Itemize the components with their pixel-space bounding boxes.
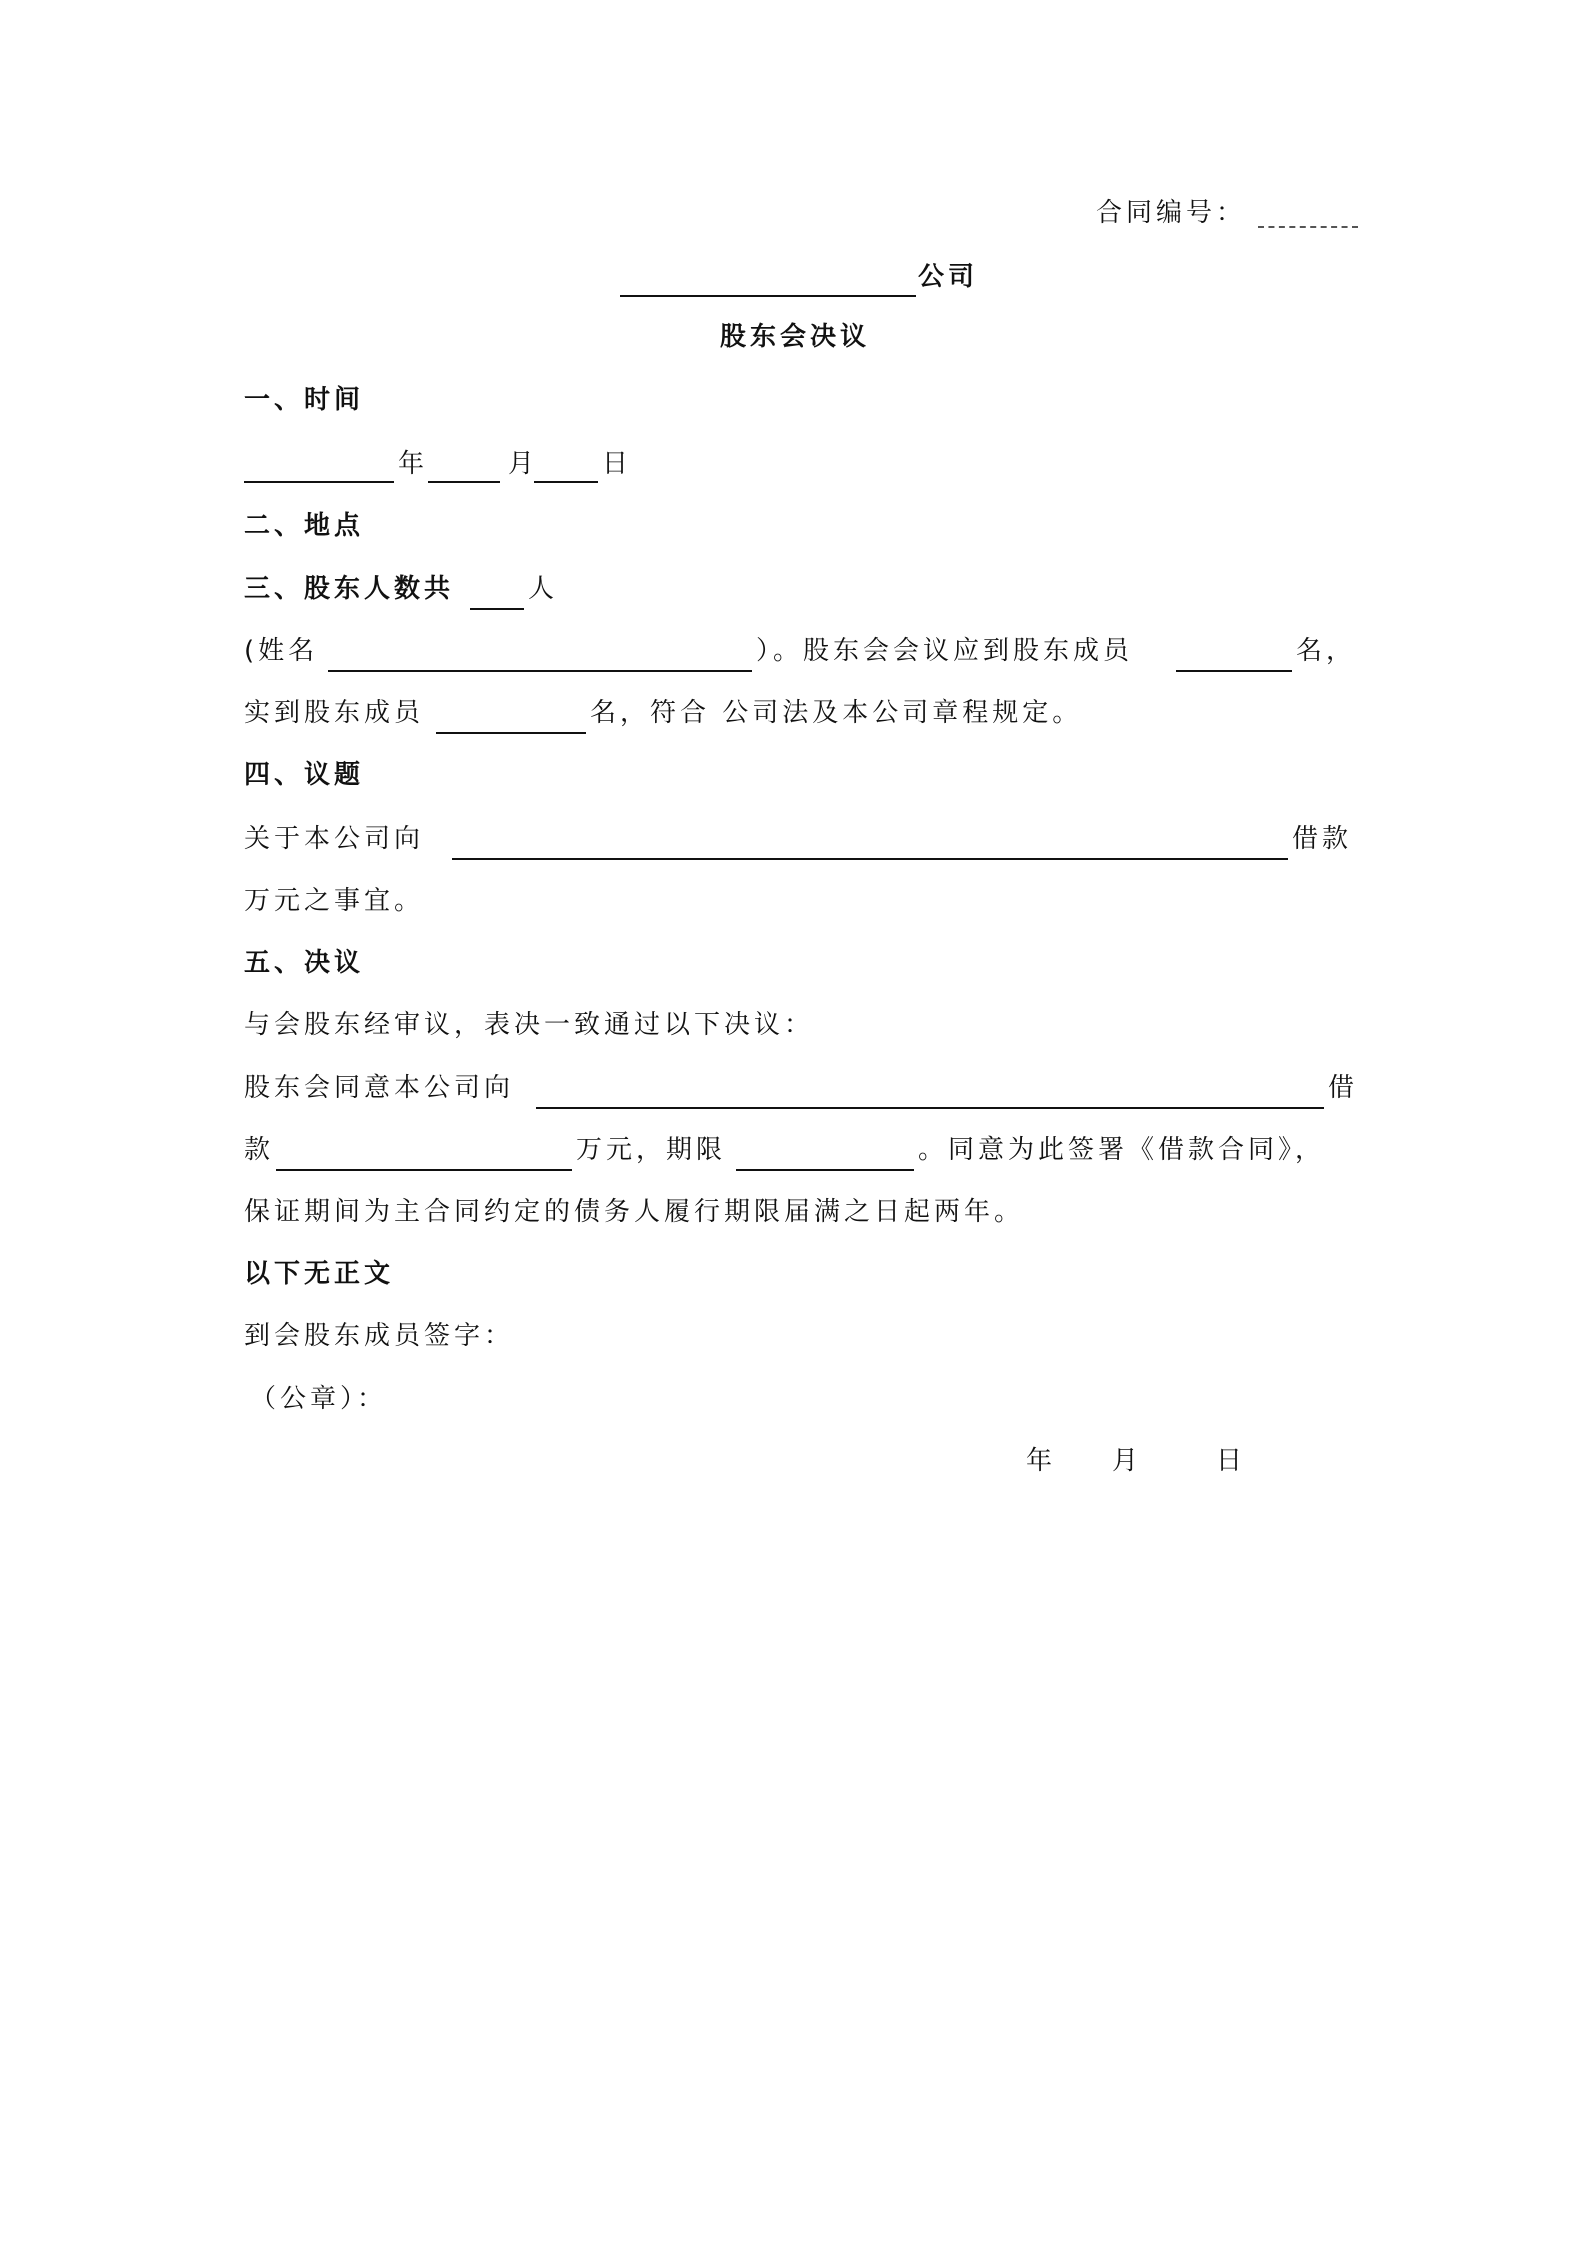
resolution-intro: 与会股东经审议，表决一致通过以下决议： — [244, 1010, 815, 1040]
month-field[interactable] — [428, 481, 500, 483]
section-4-heading: 四、议题 — [244, 760, 365, 790]
contract-number-label: 合同编号： — [1096, 198, 1247, 228]
guarantee-period-text: 保证期间为主合同约定的债务人履行期限届满之日起两年。 — [244, 1197, 1025, 1227]
company-name-field[interactable] — [620, 295, 916, 297]
footer-year-label: 年 — [1026, 1446, 1057, 1476]
section-2-heading: 二、地点 — [244, 511, 365, 541]
actual-count-field[interactable] — [436, 732, 586, 734]
names-open: (姓名 — [244, 636, 319, 666]
company-seal-label: （公章）： — [250, 1384, 388, 1414]
footer-month-label: 月 — [1112, 1446, 1143, 1476]
lender-field[interactable] — [452, 858, 1288, 860]
section-3-heading: 三、股东人数共 — [244, 574, 455, 604]
names-field[interactable] — [328, 670, 752, 672]
compliance-text: 名，符合 公司法及本公司章程规定。 — [590, 698, 1083, 728]
month-label: 月 — [508, 449, 539, 479]
shareholder-unit: 人 — [528, 574, 559, 604]
contract-number-field[interactable] — [1258, 226, 1358, 228]
company-suffix: 公司 — [918, 262, 979, 292]
topic-text-b: 借款 — [1292, 824, 1353, 854]
footer-day-label: 日 — [1216, 1446, 1247, 1476]
no-further-text: 以下无正文 — [244, 1259, 395, 1289]
signature-label: 到会股东成员签字： — [244, 1321, 515, 1351]
topic-text-c: 万元之事宜。 — [244, 886, 425, 916]
shareholder-count-field[interactable] — [470, 608, 524, 610]
loan-term-field[interactable] — [736, 1169, 914, 1171]
section-5-heading: 五、决议 — [244, 948, 365, 978]
section-1-heading: 一、时间 — [244, 385, 365, 415]
resolution-text-c: 款 — [244, 1135, 275, 1165]
expected-count-field[interactable] — [1176, 670, 1292, 672]
topic-text-a: 关于本公司向 — [244, 824, 425, 854]
resolution-text-d: 万元，期限 — [576, 1135, 727, 1165]
resolution-text-a: 股东会同意本公司向 — [244, 1073, 515, 1103]
year-field[interactable] — [244, 481, 394, 483]
resolution-lender-field[interactable] — [536, 1107, 1324, 1109]
day-label: 日 — [602, 449, 633, 479]
ming-label: 名， — [1296, 636, 1357, 666]
year-label: 年 — [398, 449, 429, 479]
loan-amount-field[interactable] — [276, 1169, 572, 1171]
resolution-text-b: 借 — [1328, 1073, 1359, 1103]
page-title: 股东会决议 — [720, 322, 871, 352]
day-field[interactable] — [534, 481, 598, 483]
resolution-text-e: 。同意为此签署《借款合同》， — [918, 1135, 1326, 1165]
expected-shareholders-text: ）。股东会会议应到股东成员 — [756, 636, 1134, 666]
actual-shareholders-label: 实到股东成员 — [244, 698, 425, 728]
